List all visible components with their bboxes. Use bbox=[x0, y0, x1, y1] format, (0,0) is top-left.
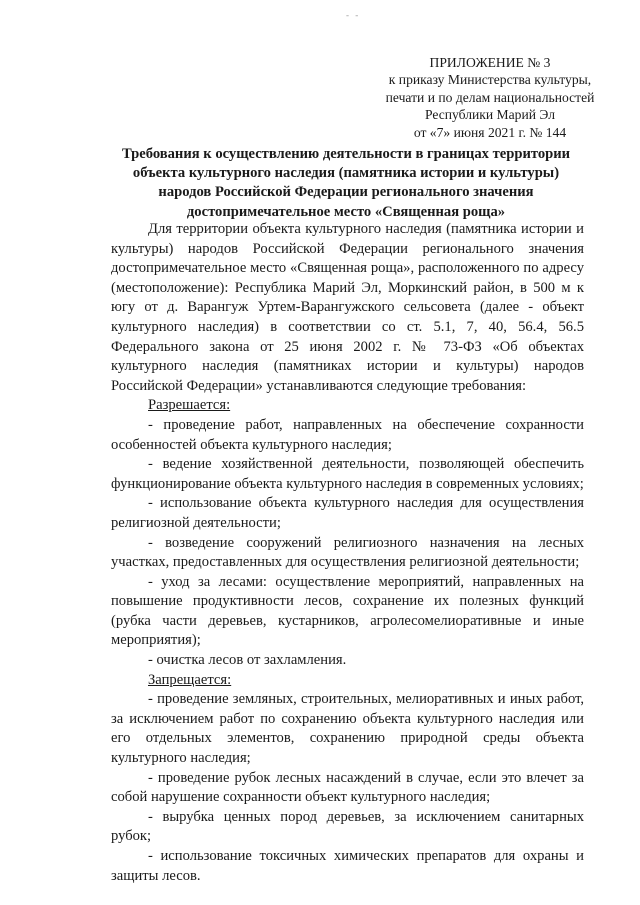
allowed-heading: Разрешается: bbox=[148, 397, 231, 414]
document-body bbox=[111, 220, 584, 886]
forbidden-item: - использование токсичных химических препаратов для охраны и защиты лесов. bbox=[111, 848, 584, 884]
forbidden-item: - проведение рубок лесных насаждений в случае, если это влечет за собой нарушение сохранности объект культурного наследия; bbox=[111, 769, 584, 806]
title-line-1: Требования к осуществлению деятельности в границах территории bbox=[121, 146, 571, 162]
annex-header bbox=[360, 54, 620, 141]
annex-ministry: печати и по делам национальностей bbox=[385, 89, 595, 105]
annex-date: от «7» июня 2021 г. № 144 bbox=[413, 124, 567, 140]
title-line-3: народов Российской Федерации регионального значения bbox=[158, 184, 534, 201]
document-title bbox=[96, 145, 596, 222]
scan-artifact: - - bbox=[346, 10, 361, 20]
annex-republic: Республики Марий Эл bbox=[424, 107, 556, 123]
allowed-item: - уход за лесами: осуществление мероприятий, направленных на повышение продуктивности лесов, сохранение их полезных функций (рубка части деревьев, кустарников, агролесомелиоративные и иные мероприятия); bbox=[111, 573, 584, 649]
allowed-item: - возведение сооружений религиозного назначения на лесных участках, предоставленных для осуществления религиозной деятельности; bbox=[111, 534, 584, 571]
forbidden-item: - проведение земляных, строительных, мелиоративных и иных работ, за исключением работ по сохранению объекта культурного наследия или его отдельных элементов, сохранению природной среды объекта культурного наследия; bbox=[111, 691, 584, 767]
annex-number: ПРИЛОЖЕНИЕ № 3 bbox=[429, 55, 551, 70]
forbidden-heading: Запрещается: bbox=[148, 671, 232, 688]
title-line-4: достопримечательное место «Священная роща» bbox=[186, 203, 506, 220]
allowed-item: - ведение хозяйственной деятельности, позволяющей обеспечить функционирование объекта культурного наследия в современных условиях; bbox=[111, 456, 584, 492]
forbidden-item: - вырубка ценных пород деревьев, за исключением санитарных рубок; bbox=[111, 808, 584, 845]
annex-order-ref: к приказу Министерства культуры, bbox=[388, 72, 592, 88]
title-line-2: объекта культурного наследия (памятника истории и культуры) bbox=[132, 165, 560, 182]
allowed-item: - проведение работ, направленных на обеспечение сохранности особенностей объекта культурного наследия; bbox=[111, 416, 584, 453]
allowed-item: - очистка лесов от захламления. bbox=[148, 652, 347, 669]
allowed-item: - использование объекта культурного наследия для осуществления религиозной деятельности; bbox=[111, 495, 584, 531]
intro-paragraph: Для территории объекта культурного наследия (памятника истории и культуры) народов Российской Федерации регионального значения достопримечательное место «Священная роща», расположенного по адресу (местоположение): Республика Марий Эл, Моркинский район, в 500 м к югу от д. Варангуж Уртем-Варангужского сельсовета (далее - объект культурного наследия) в соответствии со ст. 5.1, 7, 40, 56.4, 56.5 Федерального закона от 25 июня 2002 г. № 73-ФЗ «Об объектах культурного наследия (памятниках истории и культуры) народов Российской Федерации» устанавливаются следующие требования: bbox=[111, 221, 584, 394]
